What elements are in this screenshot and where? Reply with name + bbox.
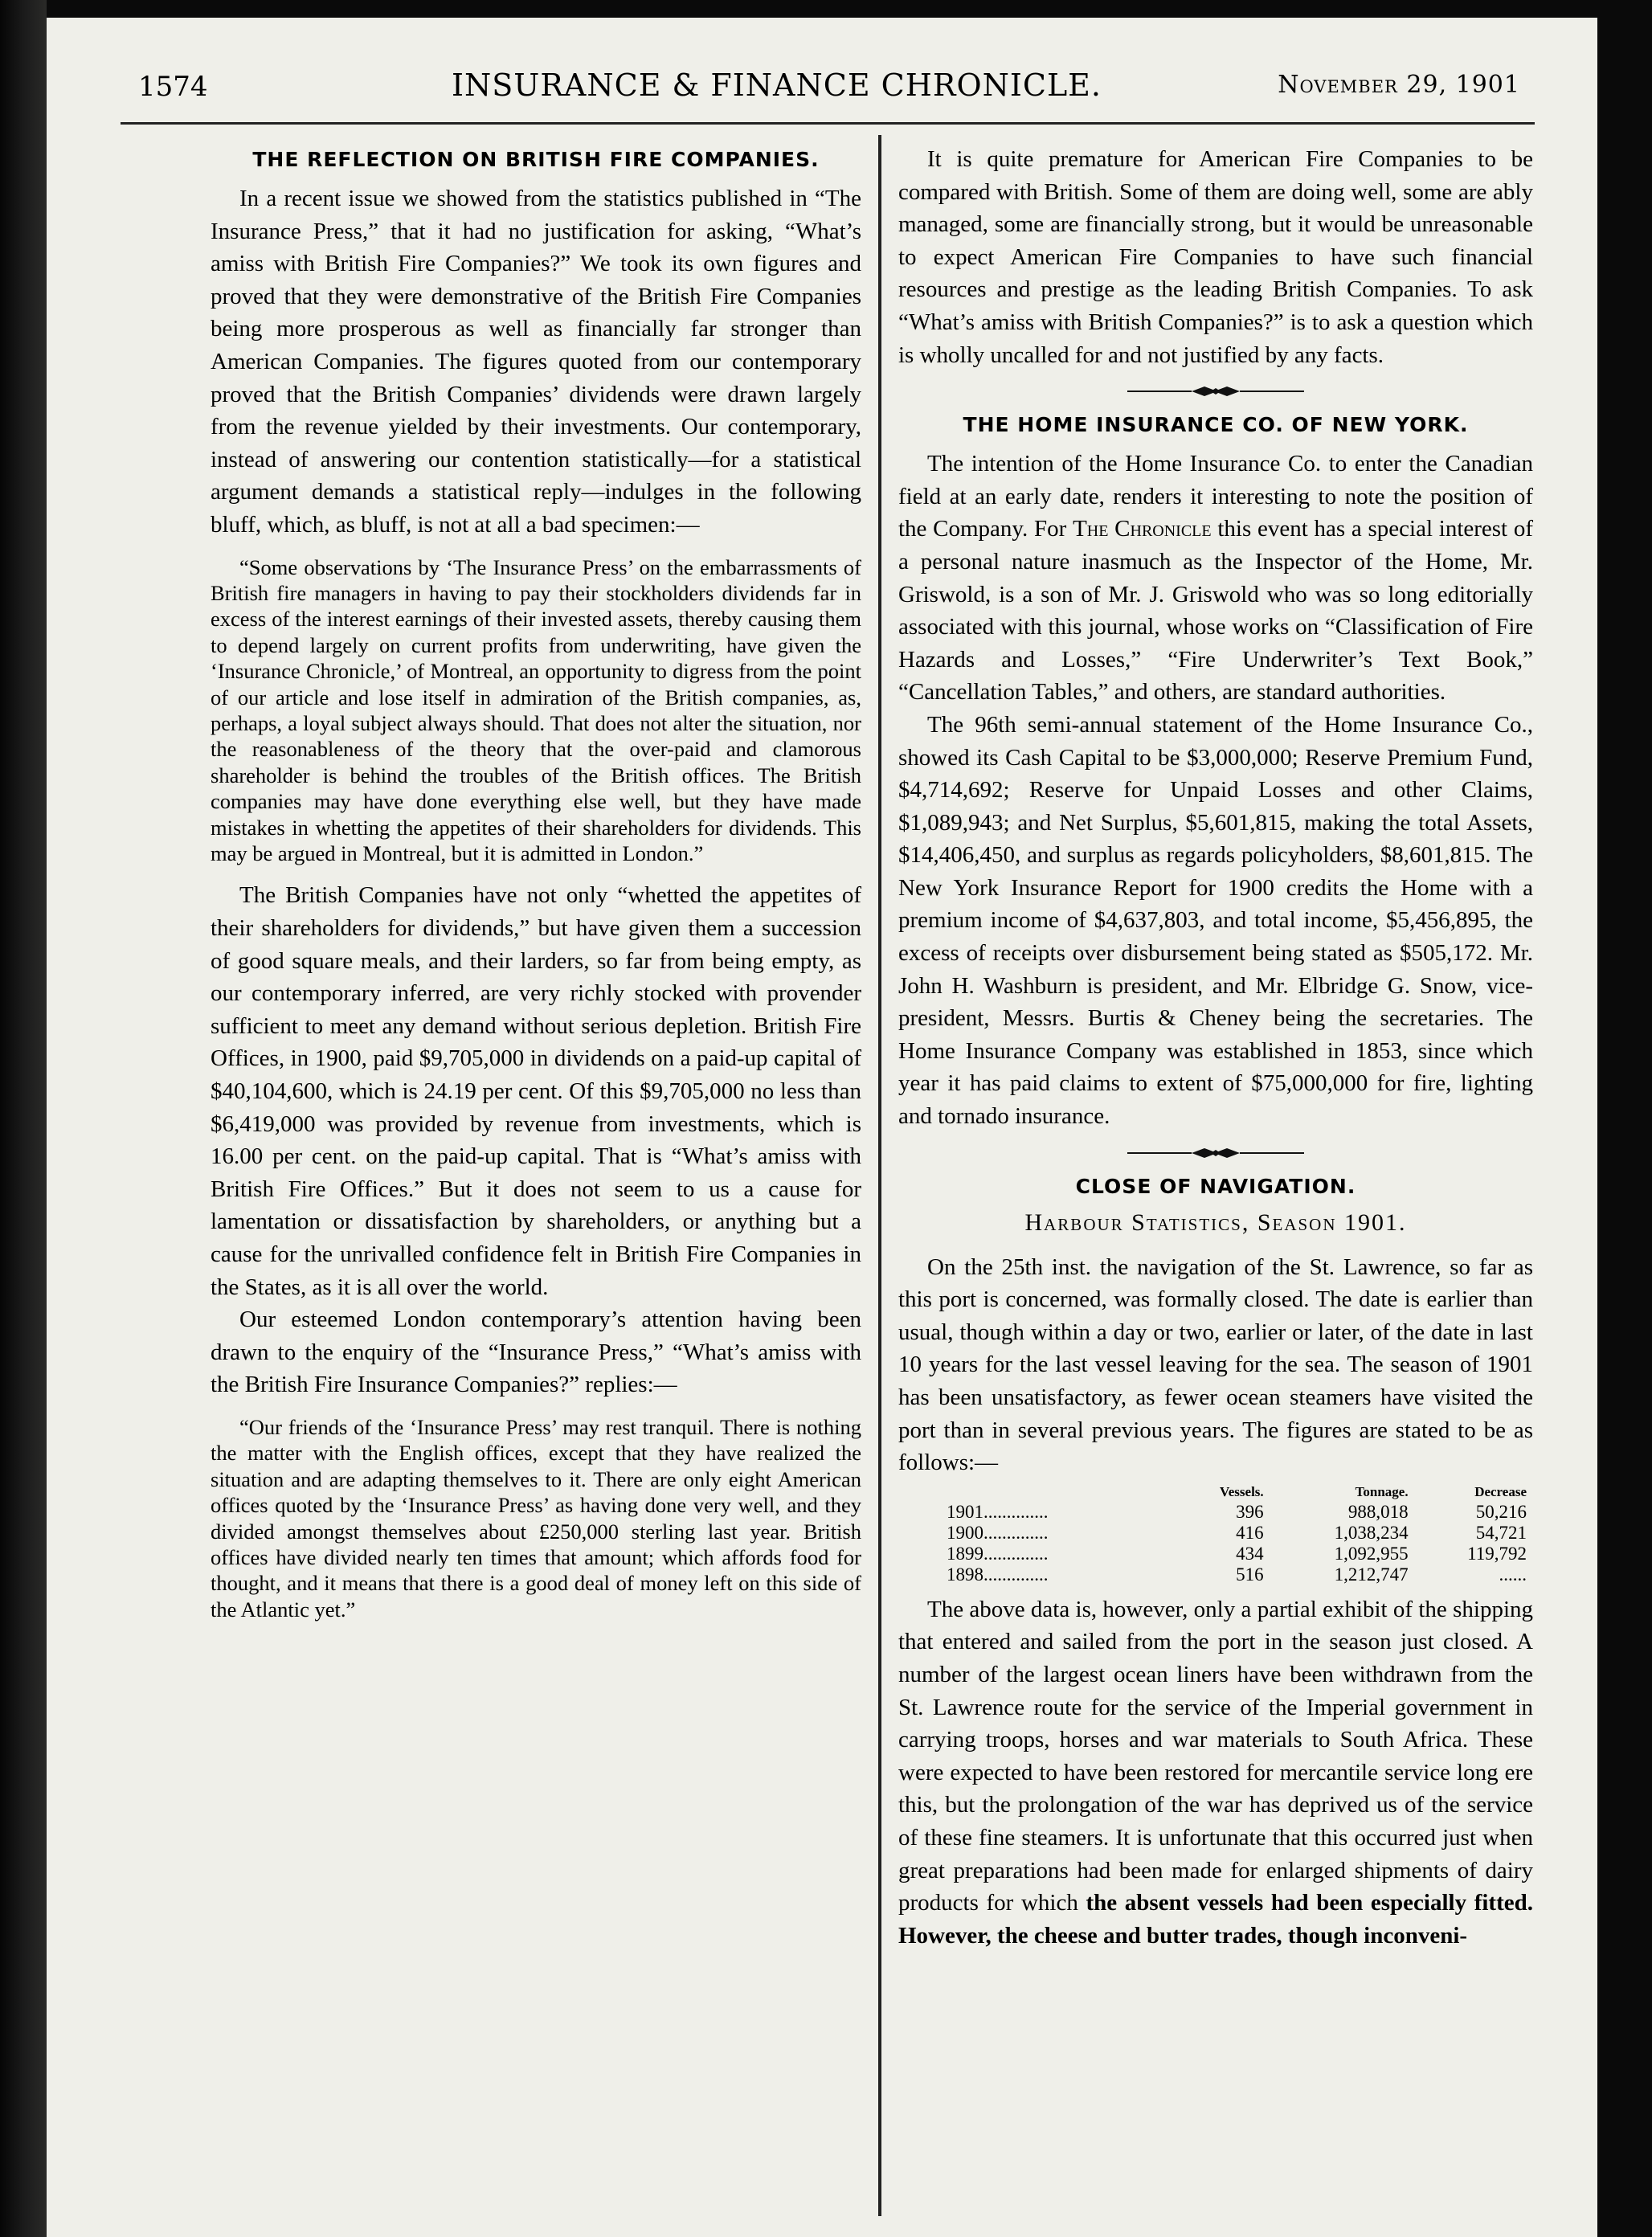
table-row (898, 1544, 1533, 1564)
text-run: this event has a special interest of a personal nature inasmuch as the Inspector of the Home, Mr. Griswold, is a son of Mr. J. Griswold who was so long editorially associated with this journal, whose works on “Classification of Fire Hazards and Losses,” “Fire Underwriter’s Text Book,” “Cancellation Tables,” and others, are standard authorities. (898, 516, 1534, 705)
paragraph: The British Companies have not only “whetted the appetites of their shareholders for dividends,” but have given them a succession of good square meals, and their larders, so far from being empty, as our contemporary inferred, are very richly stocked with provender sufficient to meet any demand without serious depletion. British Fire Offices, in 1900, paid $9,705,000 in dividends on a paid-up capital of $40,104,600, which is 24.19 per cent. Of this $9,705,000 no less than $6,419,000 was provided by revenue from investments, which is 16.00 per cent. on the paid-up capital. That is “What’s amiss with British Fire Offices.” But it does not seem to us a cause for lamentation or dissatisfaction by shareholders, or anything but a cause for the unrivalled confidence felt in British Fire Companies in the States, as it is all over the world. (211, 882, 861, 1300)
page-header (138, 64, 1520, 112)
paragraph: In a recent issue we showed from the statistics published in “The Insurance Press,” that it had no justification for asking, “What’s amiss with British Fire Companies?” We took its own figures and proved that they were demonstrative of the British Fire Companies being more prosperous as well as financially far stronger than American Companies. The figures quoted from our contemporary proved that the British Companies’ dividends were drawn largely from the revenue yielded by their investments. Our contemporary, instead of answering our contention statistically—for a statistical argument demands a statistical reply—indulges in the following bluff, which, as bluff, is not at all a bad specimen:— (211, 186, 861, 538)
table-cell: 516 (1236, 1564, 1264, 1585)
article-heading-navigation: CLOSE OF NAVIGATION. (1075, 1174, 1356, 1198)
right-column (898, 143, 1533, 1952)
journal-name: The Chronicle (1073, 516, 1212, 542)
table-row (898, 1502, 1533, 1523)
table-cell: 1901.............. (947, 1501, 1049, 1522)
issue-date: November 29, 1901 (1278, 71, 1520, 99)
table-cell: 1,212,747 (1334, 1564, 1409, 1585)
table-cell: 396 (1236, 1501, 1264, 1522)
table-header-row (898, 1484, 1533, 1502)
column-header: Tonnage. (1355, 1483, 1409, 1499)
ornament-divider (898, 386, 1533, 397)
column-header: Vessels. (1220, 1483, 1264, 1499)
column-header (898, 1484, 1180, 1502)
ornament-divider (898, 1147, 1533, 1159)
quoted-passage: “Some observations by ‘The Insurance Press’ on the embarrassments of British fire managers in having to pay their stockholders dividends far in excess of the interest earnings of their invested assets, thereby causing them to depend largely on current profits from underwriting, have given the ‘Insurance Chronicle,’ of Montreal, an opportunity to digress from the point of our article and lose itself in admiration of the British companies, as, perhaps, a loyal subject always should. That does not alter the situation, nor the reasonableness of the theory that the over-paid and clamorous shareholder is behind the troubles of the British offices. The British companies may have done everything else well, but they have made mistakes in whetting the appetites of their shareholders for dividends. This may be argued in Montreal, but it is admitted in London.” (211, 554, 861, 865)
text-run: The above data is, however, only a partial exhibit of the shipping that entered and sailed from the port in the season just closed. A number of the largest ocean liners have been withdrawn from the St. Lawrence route for the service of the Imperial government in carrying troops, horses and war materials to South Africa. These were expected to have been restored for mercantile service long ere this, but the prolongation of the war has deprived us of the service of these fine steamers. It is unfortunate that this occurred just when great preparations had been made for enlarged shipments of dairy products for which (898, 1596, 1533, 1916)
table-cell: 1899.............. (947, 1543, 1049, 1564)
table-cell: 50,216 (1475, 1501, 1527, 1522)
paragraph: Our esteemed London contemporary’s attention having been drawn to the enquiry of the “Insurance Press,” “What’s amiss with the British Fire Insurance Companies?” replies:— (211, 1307, 861, 1398)
paragraph (898, 448, 1533, 709)
table-cell: 434 (1236, 1543, 1264, 1564)
paragraph (898, 1593, 1533, 1953)
table-cell: 1,038,234 (1334, 1522, 1409, 1543)
table-cell: 1900.............. (947, 1522, 1049, 1543)
table-cell: 988,018 (1347, 1501, 1409, 1522)
header-rule (121, 122, 1535, 125)
table-row (898, 1523, 1533, 1544)
paragraph: On the 25th inst. the navigation of the St. Lawrence, so far as this port is concerned, was formally closed. The date is earlier than usual, though within a day or two, earlier or later, of the date in last 10 years for the last vessel leaving for the sea. The season of 1901 has been unsatisfactory, as fewer ocean steamers have visited the port than in several previous years. The figures are stated to be as follows:— (898, 1253, 1533, 1476)
article-heading-home-insurance: THE HOME INSURANCE CO. OF NEW YORK. (963, 413, 1469, 437)
article-heading-british-fire: THE REFLECTION ON BRITISH FIRE COMPANIES. (252, 148, 820, 171)
table-row (898, 1564, 1533, 1585)
book-spine-shadow (0, 0, 47, 2237)
table-cell: 1898.............. (947, 1564, 1049, 1585)
quoted-passage: “Our friends of the ‘Insurance Press’ may rest tranquil. There is nothing the matter with the English offices, except that they have realized the situation and are adapting themselves to it. There are only eight American offices quoted by the ‘Insurance Press’ as having done very well, and they divided amongst themselves about £250,000 sterling last year. British offices have divided nearly ten times that amount; which affords food for thought, and it means that there is a good deal of money left on this side of the Atlantic yet.” (211, 1414, 861, 1622)
paragraph: It is quite premature for American Fire Companies to be compared with British. Some of them are doing well, some are ably managed, some are financially strong, but it would be unreasonable to expect American Fire Companies to have such financial resources and prestige as the leading British Companies. To ask “What’s amiss with British Companies?” is to ask a question which is wholly uncalled for and not justified by any facts. (898, 146, 1533, 368)
table-cell: ...... (1499, 1564, 1527, 1585)
left-column (211, 143, 861, 1635)
table-cell: 54,721 (1475, 1522, 1527, 1543)
table-cell: 416 (1236, 1522, 1264, 1543)
text-run-bold: the absent vessels had been especially fitted. However, the cheese and butter trades, though inconveni- (898, 1890, 1533, 1949)
table-cell: 119,792 (1467, 1543, 1527, 1564)
table-cell: 1,092,955 (1334, 1543, 1409, 1564)
paragraph: The 96th semi-annual statement of the Home Insurance Co., showed its Cash Capital to be $3,000,000; Reserve Premium Fund, $4,714,692; Reserve for Unpaid Losses and other Claims, $1,089,943; and Net Surplus, $5,601,815, making the total Assets, $14,406,450, and surplus as regards policyholders, $8,601,815. The New York Insurance Report for 1900 credits the Home with a premium income of $4,637,803, and total income, $5,456,895, the excess of receipts over disbursement being stated as $505,172. Mr. John H. Washburn is president, and Mr. Elbridge G. Snow, vice-president, Messrs. Burtis & Cheney being the secretaries. The Home Insurance Company was established in 1853, since which year it has paid claims to extent of $75,000,000 for fire, lighting and tornado insurance. (898, 711, 1533, 1130)
column-divider (878, 135, 881, 2216)
column-header: Decrease (1474, 1483, 1527, 1499)
article-subheading: Harbour Statistics, Season 1901. (1024, 1208, 1407, 1236)
masthead-title: INSURANCE & FINANCE CHRONICLE. (452, 67, 1102, 103)
harbour-statistics-table (898, 1484, 1533, 1585)
page-number: 1574 (138, 71, 208, 103)
text-run: The intention of the Home Insurance Co. to enter the Canadian field at an early date, renders it interesting to note the position of the Company. For (898, 451, 1533, 542)
